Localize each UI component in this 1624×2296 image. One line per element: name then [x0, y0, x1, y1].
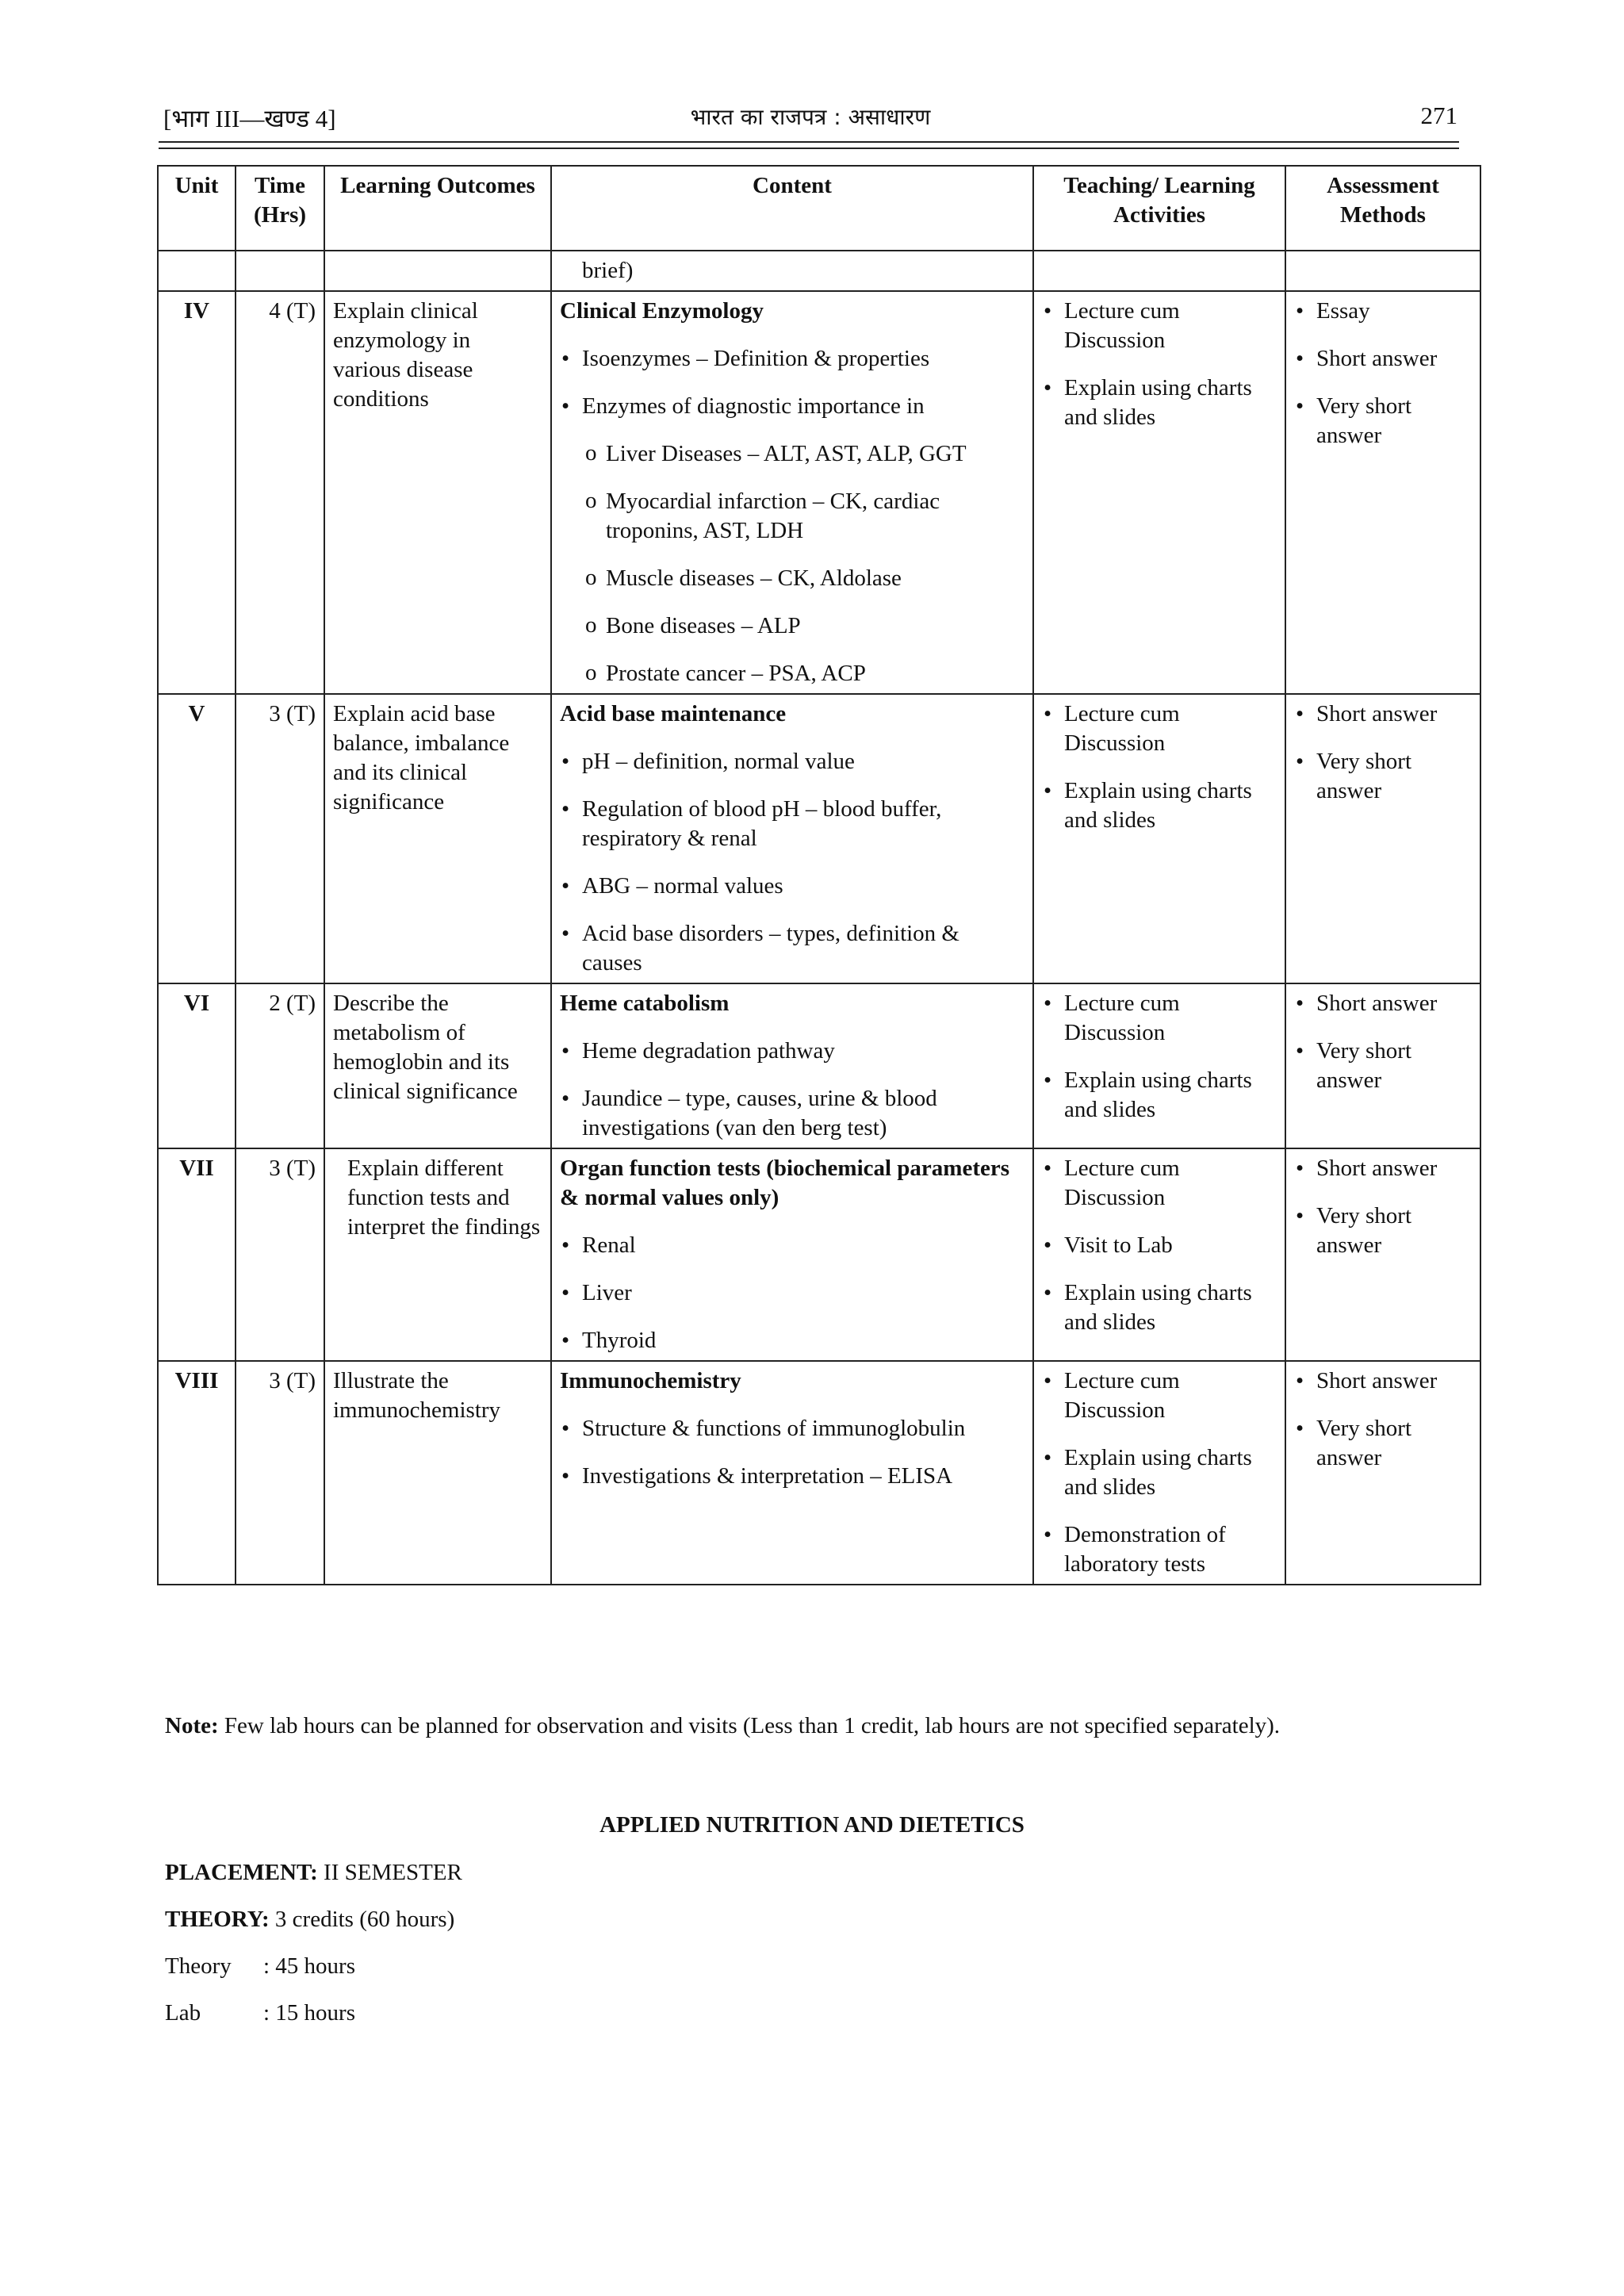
- content-title: Acid base maintenance: [560, 701, 787, 726]
- unit-cell: V: [158, 694, 236, 983]
- unit-cell: VI: [158, 983, 236, 1148]
- list-item: • Explain using charts and slides: [1042, 1278, 1277, 1337]
- page-number: 271: [1420, 102, 1457, 129]
- outcome-cell: Explain clinical enzymology in various disease conditions: [324, 291, 551, 694]
- list-item: • ABG – normal values: [560, 872, 1025, 901]
- placement-label: PLACEMENT:: [165, 1860, 318, 1885]
- assessment-cell: [1285, 291, 1480, 694]
- list-item: • Essay: [1294, 297, 1472, 326]
- list-item: • Thyroid: [560, 1326, 1025, 1355]
- time-cell: 3 (T): [236, 1361, 324, 1585]
- unit-cell: VIII: [158, 1361, 236, 1585]
- list-item: • Lecture cum Discussion: [1042, 297, 1277, 355]
- list-item: • Short answer: [1294, 344, 1472, 374]
- col-header-unit: Unit: [158, 166, 236, 251]
- assessment-cell: [1285, 694, 1480, 983]
- content-cell: [551, 1361, 1033, 1585]
- note-label: Note:: [165, 1713, 219, 1738]
- theory-hours-line: [165, 1953, 355, 1980]
- sub-list-item: o Bone diseases – ALP: [560, 611, 1025, 641]
- assessment-cell: [1285, 1361, 1480, 1585]
- content-cell: [551, 1148, 1033, 1361]
- table-row-continuation: [158, 251, 1480, 291]
- placement-line: [165, 1860, 462, 1886]
- list-item: • Explain using charts and slides: [1042, 374, 1277, 432]
- list-item: • Very short answer: [1294, 392, 1472, 450]
- col-header-assessment: Assessment Methods: [1285, 166, 1480, 251]
- table-note: [165, 1713, 1481, 1739]
- header-rule-top: [159, 141, 1459, 143]
- col-header-activities: Teaching/ Learning Activities: [1033, 166, 1285, 251]
- sub-list-item: o Muscle diseases – CK, Aldolase: [560, 564, 1025, 593]
- section-title: APPLIED NUTRITION AND DIETETICS: [599, 1812, 1025, 1838]
- list-item: • Very short answer: [1294, 747, 1472, 806]
- theory-hours-value: : 45 hours: [263, 1953, 355, 1979]
- table-row: [158, 694, 1480, 983]
- content-cell: [551, 694, 1033, 983]
- activities-cell: [1033, 1361, 1285, 1585]
- continued-content: brief): [551, 251, 1033, 291]
- content-title: Immunochemistry: [560, 1368, 741, 1393]
- lab-hours-line: [165, 2000, 355, 2026]
- list-item: • Very short answer: [1294, 1202, 1472, 1260]
- list-item: • Lecture cum Discussion: [1042, 989, 1277, 1048]
- table-row: [158, 291, 1480, 694]
- list-item: • Isoenzymes – Definition & properties: [560, 344, 1025, 374]
- list-item: • Acid base disorders – types, definition & causes: [560, 919, 1025, 978]
- list-item: • Short answer: [1294, 700, 1472, 729]
- page-header: [163, 102, 1457, 140]
- list-item: • Explain using charts and slides: [1042, 1443, 1277, 1502]
- assessment-cell: [1285, 983, 1480, 1148]
- list-item-text: Enzymes of diagnostic importance in: [582, 393, 925, 419]
- header-section-label: [भाग III—खण्ड 4]: [163, 105, 336, 132]
- list-item: • Regulation of blood pH – blood buffer, respiratory & renal: [560, 795, 1025, 853]
- table-header-row: [158, 166, 1480, 251]
- list-item: • Liver: [560, 1278, 1025, 1308]
- activities-cell: [1033, 1148, 1285, 1361]
- theory-hours-label: Theory: [165, 1953, 232, 1979]
- activities-cell: [1033, 983, 1285, 1148]
- list-item: • Very short answer: [1294, 1414, 1472, 1473]
- content-title: Clinical Enzymology: [560, 298, 764, 324]
- unit-cell: VII: [158, 1148, 236, 1361]
- list-item: • Renal: [560, 1231, 1025, 1260]
- list-item: • Short answer: [1294, 989, 1472, 1018]
- list-item: • Demonstration of laboratory tests: [1042, 1520, 1277, 1579]
- sub-list-item: o Prostate cancer – PSA, ACP: [560, 659, 1025, 688]
- list-item: • Heme degradation pathway: [560, 1037, 1025, 1066]
- theory-label: THEORY:: [165, 1907, 270, 1932]
- list-item: • Explain using charts and slides: [1042, 776, 1277, 835]
- list-item: • Visit to Lab: [1042, 1231, 1277, 1260]
- list-item: • Short answer: [1294, 1154, 1472, 1183]
- col-header-learning-outcomes: Learning Outcomes: [324, 166, 551, 251]
- list-item: • Very short answer: [1294, 1037, 1472, 1095]
- note-text: Few lab hours can be planned for observation and visits (Less than 1 credit, lab hours are not specified separately).: [218, 1713, 1281, 1738]
- list-item: • Short answer: [1294, 1366, 1472, 1396]
- content-cell: [551, 983, 1033, 1148]
- content-cell: [551, 291, 1033, 694]
- list-item: • Lecture cum Discussion: [1042, 700, 1277, 758]
- time-cell: 3 (T): [236, 694, 324, 983]
- lab-hours-label: Lab: [165, 2000, 201, 2026]
- activities-cell: [1033, 291, 1285, 694]
- assessment-cell: [1285, 1148, 1480, 1361]
- col-header-content: Content: [551, 166, 1033, 251]
- list-item: • Structure & functions of immunoglobulin: [560, 1414, 1025, 1443]
- list-item: • Investigations & interpretation – ELISA: [560, 1462, 1025, 1491]
- unit-cell: IV: [158, 291, 236, 694]
- lab-hours-value: : 15 hours: [263, 2000, 355, 2026]
- list-item: • Lecture cum Discussion: [1042, 1154, 1277, 1213]
- col-header-time: Time (Hrs): [236, 166, 324, 251]
- table-row: [158, 983, 1480, 1148]
- header-rule-bottom: [159, 148, 1459, 149]
- outcome-cell: Explain different function tests and interpret the findings: [324, 1148, 551, 1361]
- list-item: • Lecture cum Discussion: [1042, 1366, 1277, 1425]
- time-cell: 4 (T): [236, 291, 324, 694]
- placement-value: II SEMESTER: [317, 1860, 462, 1885]
- list-item: • pH – definition, normal value: [560, 747, 1025, 776]
- syllabus-table: [157, 165, 1481, 1585]
- theory-credits-line: [165, 1907, 454, 1933]
- theory-value: 3 credits (60 hours): [269, 1907, 455, 1932]
- content-title: Heme catabolism: [560, 991, 730, 1016]
- sub-list-item: o Myocardial infarction – CK, cardiac troponins, AST, LDH: [560, 487, 1025, 546]
- outcome-cell: Describe the metabolism of hemoglobin and its clinical significance: [324, 983, 551, 1148]
- outcome-cell: Illustrate the immunochemistry: [324, 1361, 551, 1585]
- list-item: • Explain using charts and slides: [1042, 1066, 1277, 1125]
- activities-cell: [1033, 694, 1285, 983]
- table-row: [158, 1148, 1480, 1361]
- time-cell: 3 (T): [236, 1148, 324, 1361]
- sub-list-item: o Liver Diseases – ALT, AST, ALP, GGT: [560, 439, 1025, 469]
- time-cell: 2 (T): [236, 983, 324, 1148]
- content-title: Organ function tests (biochemical parameters & normal values only): [560, 1156, 1010, 1210]
- header-gazette-title: भारत का राजपत्र : असाधारण: [690, 104, 931, 130]
- list-item: [560, 392, 1025, 688]
- outcome-cell: Explain acid base balance, imbalance and its clinical significance: [324, 694, 551, 983]
- table-row: [158, 1361, 1480, 1585]
- list-item: • Jaundice – type, causes, urine & blood investigations (van den berg test): [560, 1084, 1025, 1143]
